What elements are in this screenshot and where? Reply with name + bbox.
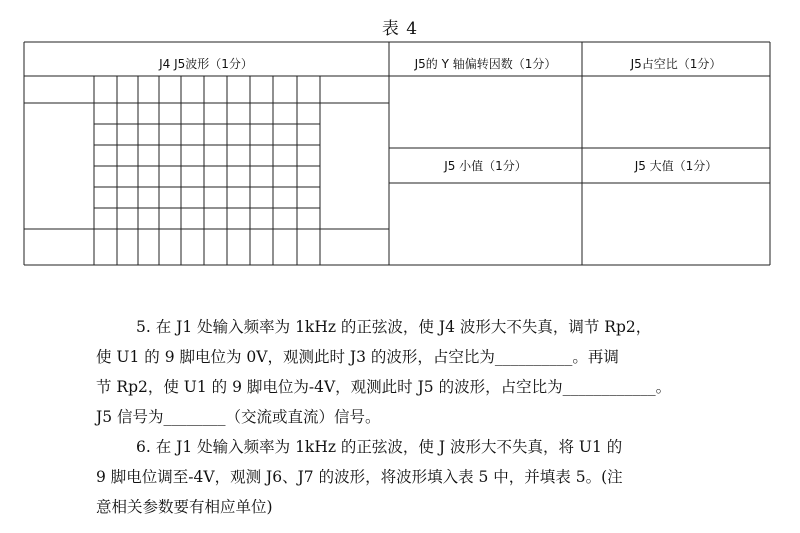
header-waveform: J4 J5波形（1分） (159, 57, 253, 71)
table-title: 表 4 (381, 19, 419, 39)
header-y-axis-factor: J5的 Y 轴偏转因数（1分） (414, 57, 557, 71)
header-min-value: J5 小值（1分） (444, 159, 527, 173)
question-5-line-3: 节 Rp2，使 U1 的 9 脚电位为-4V，观测此时 J5 的波形，占空比为____________。 (96, 378, 672, 396)
header-max-value: J5 大值（1分） (634, 159, 718, 173)
header-duty-cycle: J5占空比（1分） (630, 57, 722, 71)
question-6-line-2-wrap (96, 462, 736, 492)
question-6 (136, 432, 776, 462)
question-5-line-2-wrap (96, 342, 736, 372)
question-5-line-4-wrap (96, 402, 736, 432)
question-6-line-1: 6. 在 J1 处输入频率为 1kHz 的正弦波，使 J 波形大不失真，将 U1 的 (136, 438, 623, 456)
question-5 (136, 312, 776, 342)
question-6-line-2: 9 脚电位调至-4V，观测 J6、J7 的波形，将波形填入表 5 中，并填表 5。(注 (96, 468, 623, 486)
question-6-line-3: 意相关参数要有相应单位) (96, 498, 273, 516)
question-6-line-3-wrap (96, 492, 736, 522)
question-5-line-3-wrap (96, 372, 736, 402)
question-5-line-1: 5. 在 J1 处输入频率为 1kHz 的正弦波，使 J4 波形大不失真，调节 Rp2， (136, 318, 652, 336)
question-5-line-2: 使 U1 的 9 脚电位为 0V，观测此时 J3 的波形，占空比为__________。再调 (96, 348, 619, 366)
question-5-line-4: J5 信号为________（交流或直流）信号。 (96, 408, 381, 426)
